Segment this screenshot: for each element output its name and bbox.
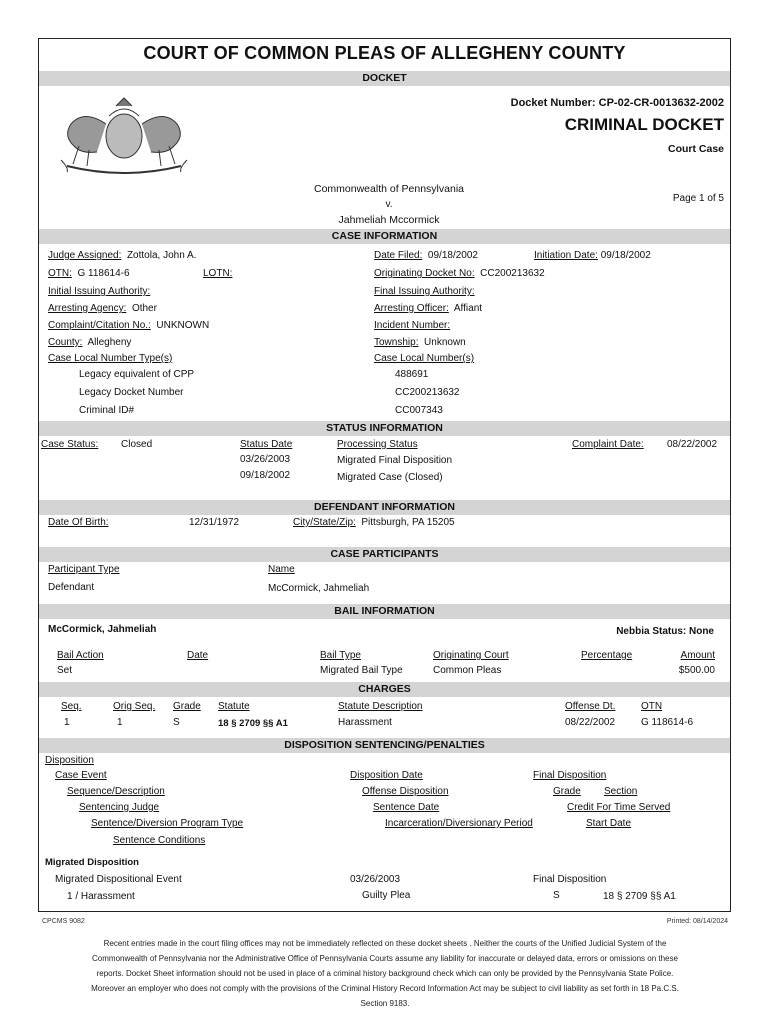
arresting-officer-value: Affiant xyxy=(453,303,483,314)
disp-section-label: Section xyxy=(604,786,638,797)
lotn-label: LOTN: xyxy=(203,268,233,279)
statute-description-label: Statute Description xyxy=(338,701,423,712)
city-label: City/State/Zip: xyxy=(293,517,356,528)
caption-line1: Commonwealth of Pennsylvania xyxy=(314,183,464,195)
local-type-label: Case Local Number Type(s) xyxy=(48,353,173,364)
charge-statute: 18 § 2709 §§ A1 xyxy=(218,718,288,729)
status-information-title: STATUS INFORMATION xyxy=(326,422,443,434)
case-participants-bar xyxy=(39,547,730,562)
incident-label: Incident Number: xyxy=(374,320,451,331)
charges-bar xyxy=(39,682,730,697)
township-value: Unknown xyxy=(424,337,466,348)
bail-action-value: Set xyxy=(57,665,73,676)
local-type-2: Legacy Docket Number xyxy=(79,387,184,398)
final-issuing-label: Final Issuing Authority: xyxy=(374,286,475,297)
township-row xyxy=(374,337,466,348)
disp-sentencing-judge-label: Sentencing Judge xyxy=(79,802,160,813)
caption-line3: Jahmeliah Mccormick xyxy=(338,214,440,226)
disp-section: 18 § 2709 §§ A1 xyxy=(603,891,676,902)
case-participants-title: CASE PARTICIPANTS xyxy=(330,548,439,560)
complaint-row xyxy=(48,320,209,331)
local-number-1: 488691 xyxy=(395,369,429,380)
disposition-bar xyxy=(39,738,730,753)
arresting-agency-row xyxy=(48,303,157,314)
disp-grade: S xyxy=(553,890,560,901)
complaint-value: UNKNOWN xyxy=(156,320,210,331)
docket-page xyxy=(38,38,731,912)
dob-label: Date Of Birth: xyxy=(48,517,109,528)
disp-sequence-label: Sequence/Description xyxy=(67,786,165,797)
case-status-label: Case Status: xyxy=(41,439,99,450)
disp-disposition-label: Disposition xyxy=(45,755,94,766)
case-information-bar xyxy=(39,229,730,244)
docket-bar-label: DOCKET xyxy=(362,72,407,84)
incarceration-label: Incarceration/Diversionary Period xyxy=(385,818,533,829)
complaint-date-label: Complaint Date: xyxy=(572,439,644,450)
originating-docket-value: CC200213632 xyxy=(480,268,545,279)
city-row xyxy=(293,517,455,528)
complaint-date-value: 08/22/2002 xyxy=(667,439,718,450)
county-row xyxy=(48,337,131,348)
bail-person: McCormick, Jahmeliah xyxy=(48,624,157,635)
date-filed-value: 09/18/2002 xyxy=(427,250,478,261)
status-information-bar xyxy=(39,421,730,436)
disp-date-label: Disposition Date xyxy=(350,770,423,781)
case-type: Court Case xyxy=(667,143,724,155)
final-disposition-label: Final Disposition xyxy=(533,770,607,781)
form-id: CPCMS 9082 xyxy=(42,918,85,925)
court-name: COURT OF COMMON PLEAS OF ALLEGHENY COUNTY xyxy=(143,43,626,63)
initiation-date-value: 09/18/2002 xyxy=(600,250,651,261)
printed-date: Printed: 08/14/2024 xyxy=(666,918,728,925)
disposition-title: DISPOSITION SENTENCING/PENALTIES xyxy=(284,739,485,751)
arresting-officer-row xyxy=(374,303,482,314)
township-label: Township: xyxy=(374,337,419,348)
seq-label: Seq. xyxy=(61,701,82,712)
arresting-officer-label: Arresting Officer: xyxy=(374,303,449,314)
grade-label: Grade xyxy=(173,701,201,712)
charge-orig-seq: 1 xyxy=(117,717,123,728)
originating-docket-row xyxy=(374,268,545,279)
date-filed-label: Date Filed: xyxy=(374,250,423,261)
docket-number: Docket Number: CP-02-CR-0013632-2002 xyxy=(510,97,724,109)
local-type-3: Criminal ID# xyxy=(79,405,135,416)
disp-plea: Guilty Plea xyxy=(362,890,411,901)
county-label: County: xyxy=(48,337,83,348)
local-number-3: CC007343 xyxy=(395,405,443,416)
docket-type: CRIMINAL DOCKET xyxy=(564,115,724,134)
status-row-1-status: Migrated Final Disposition xyxy=(337,455,453,466)
processing-status-label: Processing Status xyxy=(337,439,418,450)
otn-value: G 118614-6 xyxy=(77,268,130,279)
charge-offense-dt: 08/22/2002 xyxy=(565,717,616,728)
sentence-date-label: Sentence Date xyxy=(373,802,440,813)
arresting-agency-label: Arresting Agency: xyxy=(48,303,127,314)
case-information-title: CASE INFORMATION xyxy=(331,230,438,242)
docket-bar xyxy=(39,71,730,86)
amount-label: Amount xyxy=(680,650,715,661)
judge-label: Judge Assigned: xyxy=(48,250,122,261)
local-type-1: Legacy equivalent of CPP xyxy=(79,369,195,380)
dob-value: 12/31/1972 xyxy=(189,517,240,528)
originating-docket-label: Originating Docket No: xyxy=(374,268,475,279)
city-value: Pittsburgh, PA 15205 xyxy=(361,517,455,528)
pennsylvania-seal-icon xyxy=(49,94,199,179)
status-date-label: Status Date xyxy=(240,439,293,450)
start-date-label: Start Date xyxy=(586,818,632,829)
arresting-agency-value: Other xyxy=(131,303,157,314)
migrated-disposition-title: Migrated Disposition xyxy=(45,857,139,868)
defendant-information-bar xyxy=(39,500,730,515)
disp-case-event-label: Case Event xyxy=(55,770,107,781)
bail-information-title: BAIL INFORMATION xyxy=(334,605,435,617)
participant-type-value: Defendant xyxy=(48,582,95,593)
offense-disposition-label: Offense Disposition xyxy=(362,786,449,797)
defendant-information-title: DEFENDANT INFORMATION xyxy=(314,501,455,513)
otn-label: OTN: xyxy=(48,268,72,279)
bail-type-label: Bail Type xyxy=(320,650,361,661)
disp-charge: 1 / Harassment xyxy=(67,891,135,902)
participant-type-label: Participant Type xyxy=(48,564,120,575)
disp-grade-label: Grade xyxy=(553,786,581,797)
case-status-value: Closed xyxy=(121,439,153,450)
page-info: Page 1 of 5 xyxy=(672,193,724,204)
disclaimer-text: Recent entries made in the court filing offices may not be immediately reflected on these docket sheets . Neither the courts of the Unified Judicial System of the Commonwealth of Pennsylvania nor the Administrative Office of Pennsylvania Courts assume any liability for inaccurate or delayed data, errors or omissions on these reports. Docket Sheet information should not be used in place of a criminal history background check which can only be provided by the Pennsylvania State Police. Moreover an employer who does not comply with the provisions of the Criminal History Record Information Act may be subject to civil liability as set forth in 18 Pa.C.S. Section 9183. xyxy=(91,939,679,1008)
charge-seq: 1 xyxy=(64,717,70,728)
date-filed-row xyxy=(374,250,478,261)
disp-event-date: 03/26/2003 xyxy=(350,874,401,885)
disp-event-final: Final Disposition xyxy=(533,874,607,885)
originating-court-value: Common Pleas xyxy=(433,665,502,676)
local-number-label: Case Local Number(s) xyxy=(374,353,475,364)
charge-otn-label: OTN xyxy=(641,701,663,712)
statute-label: Statute xyxy=(218,701,250,712)
bail-information-bar xyxy=(39,604,730,619)
status-row-1-date: 03/26/2003 xyxy=(240,454,291,465)
bail-action-label: Bail Action xyxy=(57,650,104,661)
county-value: Allegheny xyxy=(87,337,132,348)
disp-program-type-label: Sentence/Diversion Program Type xyxy=(91,818,244,829)
credit-time-label: Credit For Time Served xyxy=(567,802,671,813)
initial-issuing-label: Initial Issuing Authority: xyxy=(48,286,151,297)
initiation-date-row xyxy=(534,250,651,261)
participant-name-label: Name xyxy=(268,564,295,575)
status-row-2-status: Migrated Case (Closed) xyxy=(337,472,443,483)
charge-otn: G 118614-6 xyxy=(641,717,694,728)
amount-value: $500.00 xyxy=(678,665,715,676)
initiation-date-label: Initiation Date: xyxy=(534,250,598,261)
local-number-2: CC200213632 xyxy=(395,387,460,398)
status-row-2-date: 09/18/2002 xyxy=(240,470,291,481)
bail-type-value: Migrated Bail Type xyxy=(320,665,403,676)
judge-value: Zottola, John A. xyxy=(126,250,197,261)
judge-row xyxy=(48,250,196,261)
originating-court-label: Originating Court xyxy=(433,650,509,661)
caption-line2: v. xyxy=(385,199,393,210)
participant-name-value: McCormick, Jahmeliah xyxy=(268,583,370,594)
otn-row xyxy=(48,268,130,279)
charge-grade: S xyxy=(173,717,180,728)
complaint-label: Complaint/Citation No.: xyxy=(48,320,151,331)
orig-seq-label: Orig Seq. xyxy=(113,701,156,712)
charges-title: CHARGES xyxy=(358,683,411,695)
nebbia-status: Nebbia Status: None xyxy=(616,626,714,637)
offense-dt-label: Offense Dt. xyxy=(565,701,616,712)
disp-conditions-label: Sentence Conditions xyxy=(113,835,206,846)
disp-event: Migrated Dispositional Event xyxy=(55,874,182,885)
bail-date-label: Date xyxy=(187,650,209,661)
percentage-label: Percentage xyxy=(581,650,633,661)
charge-description: Harassment xyxy=(338,717,392,728)
